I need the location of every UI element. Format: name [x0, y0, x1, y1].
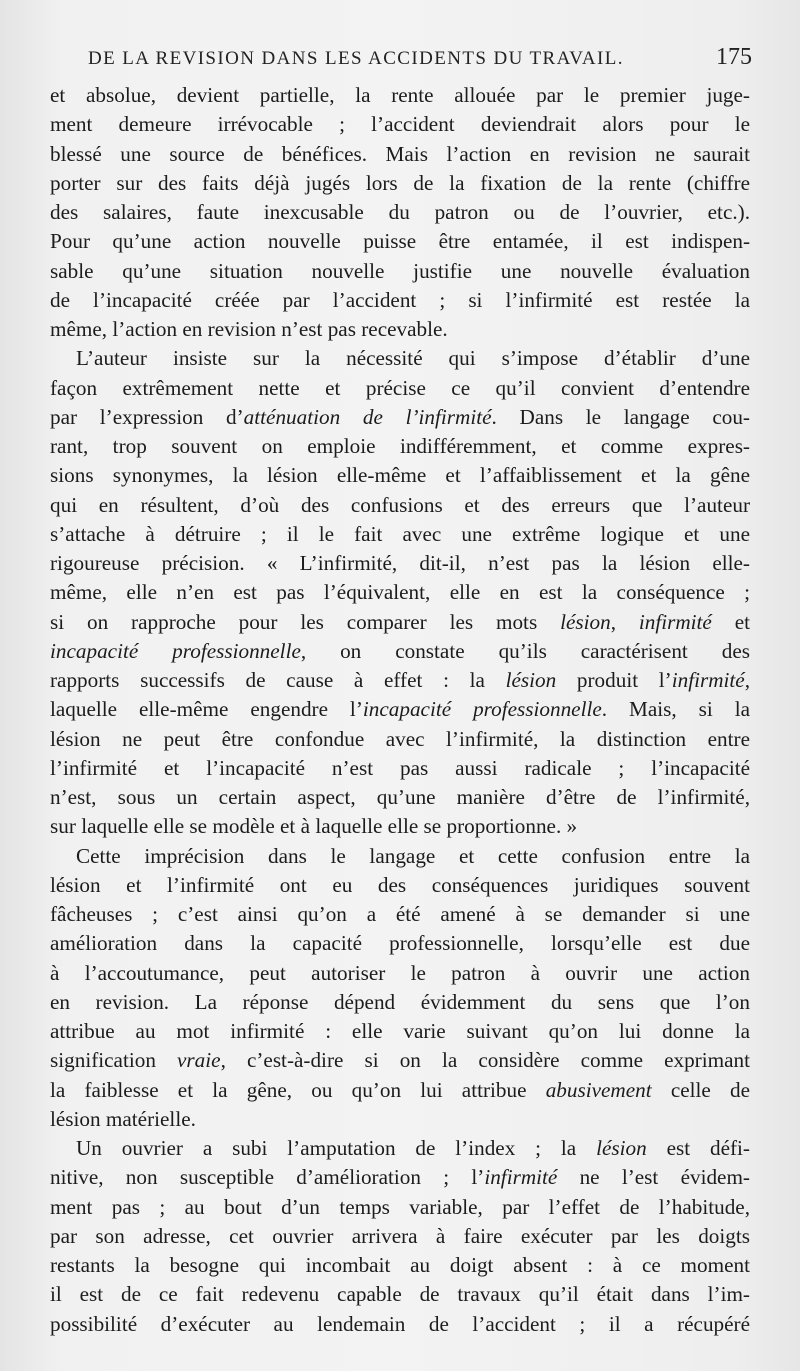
text-line: fâcheuses ; c’est ainsi qu’on a été amené à se demander si une: [50, 902, 750, 926]
paragraph-3: [50, 842, 750, 1135]
text-line: il est de ce fait redevenu capable de travaux qu’il était dans l’im-: [50, 1282, 750, 1307]
text-line: l’infirmité et l’incapacité n’est pas aussi radicale ; l’incapacité: [50, 755, 750, 780]
page-number: 175: [716, 44, 752, 70]
text-line: attribue au mot infirmité : elle varie suivant qu’on lui donne la: [50, 1019, 750, 1043]
paragraph-4: [50, 1134, 750, 1339]
text-line: L’auteur insiste sur la nécessité qui s’impose d’établir d’une: [76, 346, 750, 371]
text-line: n’est, sous un certain aspect, qu’une manière d’être de l’infirmité,: [50, 785, 750, 809]
text-line: sions synonymes, la lésion elle-même et l’affaiblissement et la gêne: [50, 463, 750, 488]
text-line: amélioration dans la capacité professionnelle, lorsqu’elle est due: [50, 931, 750, 956]
text-line: rapports successifs de cause à effet : la lésion produit l’infirmité,: [50, 668, 750, 692]
text-line: laquelle elle-même engendre l’incapacité professionnelle. Mais, si la: [50, 697, 750, 722]
body-text: [50, 81, 750, 1339]
text-line: si on rapproche pour les comparer les mots lésion, infirmité et: [50, 609, 751, 634]
text-line: ment demeure irrévocable ; l’accident deviendrait alors pour le: [50, 112, 750, 137]
text-line: par l’expression d’atténuation de l’infirmité. Dans le langage cou-: [50, 404, 750, 429]
text-line: signification vraie, c’est-à-dire si on la considère comme exprimant: [50, 1048, 750, 1073]
text-line: rigoureuse précision. « L’infirmité, dit-il, n’est pas la lésion elle-: [50, 551, 750, 575]
text-line: possibilité d’exécuter au lendemain de l’accident ; il a récupéré: [50, 1311, 750, 1336]
text-line: restants la besogne qui incombait au doigt absent : à ce moment: [50, 1253, 750, 1277]
text-line: rant, trop souvent on emploie indifféremment, et comme expres-: [50, 434, 750, 458]
text-line: s’attache à détruire ; il le fait avec une extrême logique et une: [50, 521, 750, 546]
text-line: ment pas ; au bout d’un temps variable, par l’effet de l’habitude,: [50, 1194, 750, 1219]
text-line: la faiblesse et la gêne, ou qu’on lui attribue abusivement celle de: [50, 1077, 750, 1102]
text-line: par son adresse, cet ouvrier arrivera à faire exécuter par les doigts: [50, 1223, 750, 1248]
text-line: porter sur des faits déjà jugés lors de la fixation de la rente (chiffre: [50, 170, 750, 195]
running-head: [88, 44, 752, 74]
text-line: même, elle n’en est pas l’équivalent, elle en est la conséquence ;: [50, 580, 750, 605]
text-line: blessé une source de bénéfices. Mais l’action en revision ne saurait: [50, 141, 750, 166]
text-line: incapacité professionnelle, on constate qu’ils caractérisent des: [50, 638, 750, 663]
text-line: de l’incapacité créée par l’accident ; si l’infirmité est restée la: [50, 287, 750, 312]
text-line: et absolue, devient partielle, la rente allouée par le premier juge-: [50, 83, 750, 107]
paragraph-1: [50, 81, 750, 344]
text-line: Cette imprécision dans le langage et cette confusion entre la: [76, 843, 750, 868]
text-line: façon extrêmement nette et précise ce qu’il convient d’entendre: [50, 375, 750, 400]
text-line: lésion matérielle.: [50, 1106, 196, 1131]
text-line: des salaires, faute inexcusable du patron ou de l’ouvrier, etc.).: [50, 200, 750, 224]
text-line: à l’accoutumance, peut autoriser le patron à ouvrir une action: [50, 960, 750, 985]
text-line: même, l’action en revision n’est pas recevable.: [50, 317, 448, 341]
text-line: sur laquelle elle se modèle et à laquelle elle se proportionne. »: [50, 814, 578, 839]
text-line: nitive, non susceptible d’amélioration ; l’infirmité ne l’est évidem-: [50, 1165, 750, 1190]
text-line: sable qu’une situation nouvelle justifie une nouvelle évaluation: [50, 258, 750, 283]
paragraph-2: [50, 344, 750, 841]
text-line: lésion ne peut être confondue avec l’infirmité, la distinction entre: [50, 726, 750, 751]
text-line: Un ouvrier a subi l’amputation de l’index ; la lésion est défi-: [76, 1136, 750, 1160]
text-line: lésion et l’infirmité ont eu des conséquences juridiques souvent: [50, 872, 750, 897]
text-line: en revision. La réponse dépend évidemment du sens que l’on: [50, 989, 750, 1014]
running-head-title: DE LA REVISION DANS LES ACCIDENTS DU TRAVAIL.: [88, 48, 624, 69]
text-line: Pour qu’une action nouvelle puisse être entamée, il est indispen-: [50, 229, 750, 254]
text-line: qui en résultent, d’où des confusions et des erreurs que l’auteur: [50, 492, 750, 517]
